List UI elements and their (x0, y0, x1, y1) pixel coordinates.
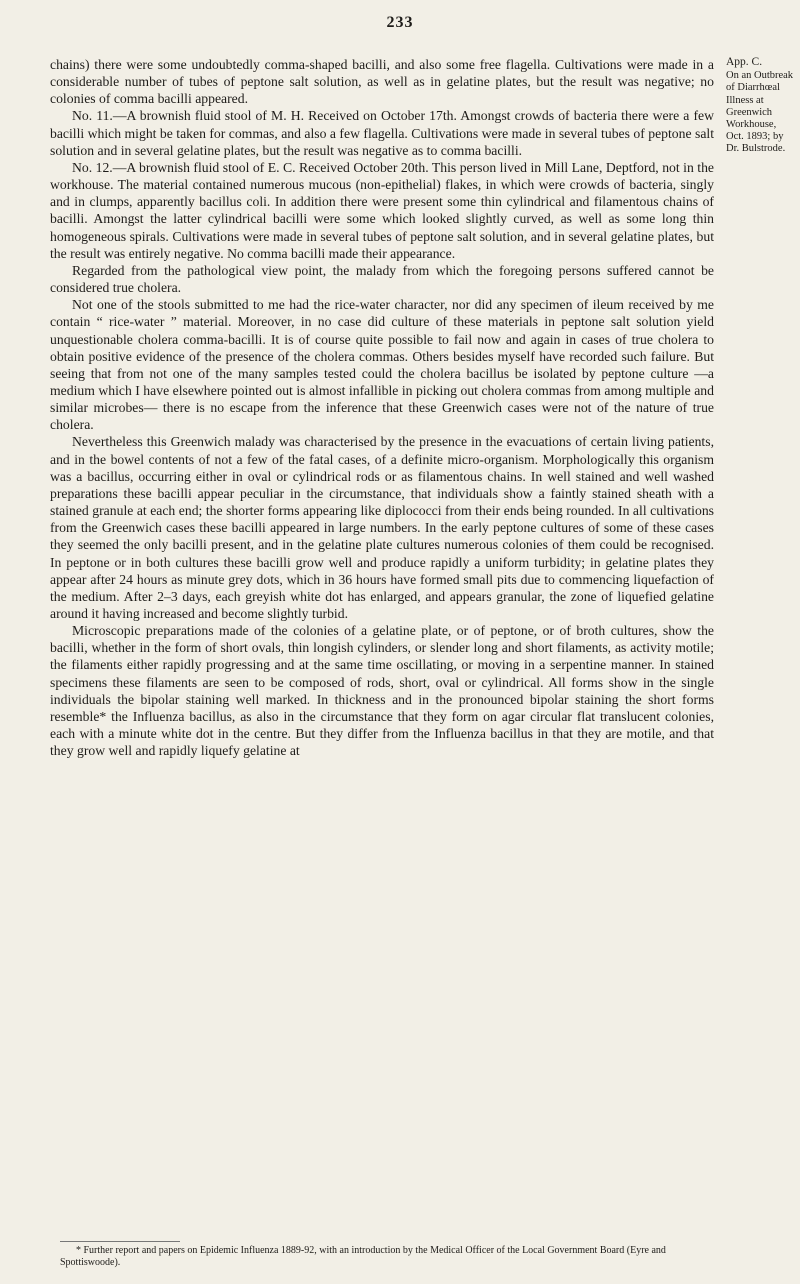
paragraph-stool-12: No. 12.—A brownish fluid stool of E. C. Received October 20th. This person lived in Mill Lane, Deptford, not in the workhouse. The material contained numerous mucous (non-epithelial) flakes, in which were crowds of bacteria, singly and in clumps, apparently bacillus coli. In addition there were present some thin cylindrical and filamentous chains of bacilli. Amongst the latter cylindrical bacilli were some which looked slightly curved, as well as some long thin homogeneous spirals. Cultivations were made in several tubes of peptone salt solution, and in several gelatine plates, but the result was entirely negative. No comma bacilli made their appearance. (50, 159, 714, 261)
page-number: 233 (386, 14, 414, 31)
paragraph-continuation: chains) there were some undoubtedly comma-shaped bacilli, and also some free flagella. Cultivations were made in a considerable number of tubes of peptone salt solution, as well as in gelatine plates, but the result was negative; no colonies of comma bacilli appeared. (50, 57, 714, 107)
paragraph-rice-water: Not one of the stools submitted to me had the rice-water character, nor did any specimen of ileum received by me contain “ rice-water ” material. Moreover, in no case did culture of these materials in peptone salt solution yield unquestionable cholera comma-bacilli. It is of course quite possible to fail now and again in cases of true cholera to obtain positive evidence of the presence of the cholera commas. Others besides myself have recorded such failure. But seeing that from not one of the many samples tested could the cholera bacillus be isolated by peptone culture —a medium which I have elsewhere pointed out is almost infallible in picking out cholera commas from among multiple and similar microbes— there is no escape from the inference that these Greenwich cases were not of the nature of true cholera. (50, 297, 714, 433)
margin-note-line: Greenwich (726, 106, 773, 118)
margin-notes (726, 56, 798, 156)
margin-note-line: Illness at (726, 94, 764, 106)
margin-note-line: Oct. 1893; by (726, 131, 784, 143)
appendix-reference: App. C. (726, 56, 763, 68)
margin-note-line: Dr. Bulstrode. (726, 143, 786, 155)
paragraph-stool-11: No. 11.—A brownish fluid stool of M. H. Received on October 17th. Amongst crowds of bacteria there were a few bacilli which might be taken for commas, and also a few flagella. Cultivations were made in several tubes of peptone salt solution and in several gelatine plates, but the result was negative as to comma bacilli. (50, 108, 714, 158)
footnote-divider (60, 1241, 180, 1242)
paragraph-microscopic-preparations: Microscopic preparations made of the colonies of a gelatine plate, or of peptone, or of broth cultures, show the bacilli, whether in the form of short ovals, thin longish cylinders, or slender long and short filaments, as activity motile; the filaments either rapidly progressing and at the same time oscillating, or moving in a serpentine manner. In stained specimens these filaments are seen to be composed of rods, short, oval or cylindrical. All forms show in the single individuals the bipolar staining well marked. In thickness and in the pronounced bipolar staining the short forms resemble* the Influenza bacillus, as also in the circumstance that they form on agar circular flat translucent colonies, each with a minute white dot in the centre. But they differ from the Influenza bacillus in that they are motile, and that they grow well and rapidly liquefy gelatine at (50, 623, 714, 759)
footnote: * Further report and papers on Epidemic Influenza 1889-92, with an introduction by the Medical Officer of the Local Government Board (Eyre and Spottiswoode). (60, 1245, 666, 1268)
margin-note-line: Workhouse, (726, 119, 777, 131)
paragraph-micro-organism: Nevertheless this Greenwich malady was characterised by the presence in the evacuations of certain living patients, and in the bowel contents of not a few of the fatal cases, of a definite micro-organism. Morphologically this organism was a bacillus, occurring either in oval or cylindrical rods or as filamentous chains. In well stained and well washed preparations these bacilli appear peculiar in the circumstance, that individuals show a faintly stained sheath with a stained granule at each end; the shorter forms appearing like diplococci from their ends being rounded. In all cultivations from the Greenwich cases these bacilli appeared in large numbers. In the early peptone cultures of some of these cases they seemed the only bacilli present, and in the gelatine plate cultures numerous colonies of them could be recognised. In peptone or in both cultures these bacilli grow well and produce rapidly a uniform turbidity; in gelatine plates they appear after 24 hours as minute grey dots, which in 36 hours have formed small pits due to commencing liquefaction of the medium. After 2–3 days, each greyish white dot has enlarged, and appears granular, the zone of liquefied gelatine around it having increased and become slightly turbid. (50, 434, 714, 621)
margin-note-line: On an Outbreak (726, 70, 794, 82)
main-body-text (50, 56, 714, 759)
paragraph-pathological-view: Regarded from the pathological view point, the malady from which the foregoing persons suffered cannot be considered true cholera. (50, 262, 714, 296)
margin-note-line: of Diarrhœal (726, 82, 780, 94)
